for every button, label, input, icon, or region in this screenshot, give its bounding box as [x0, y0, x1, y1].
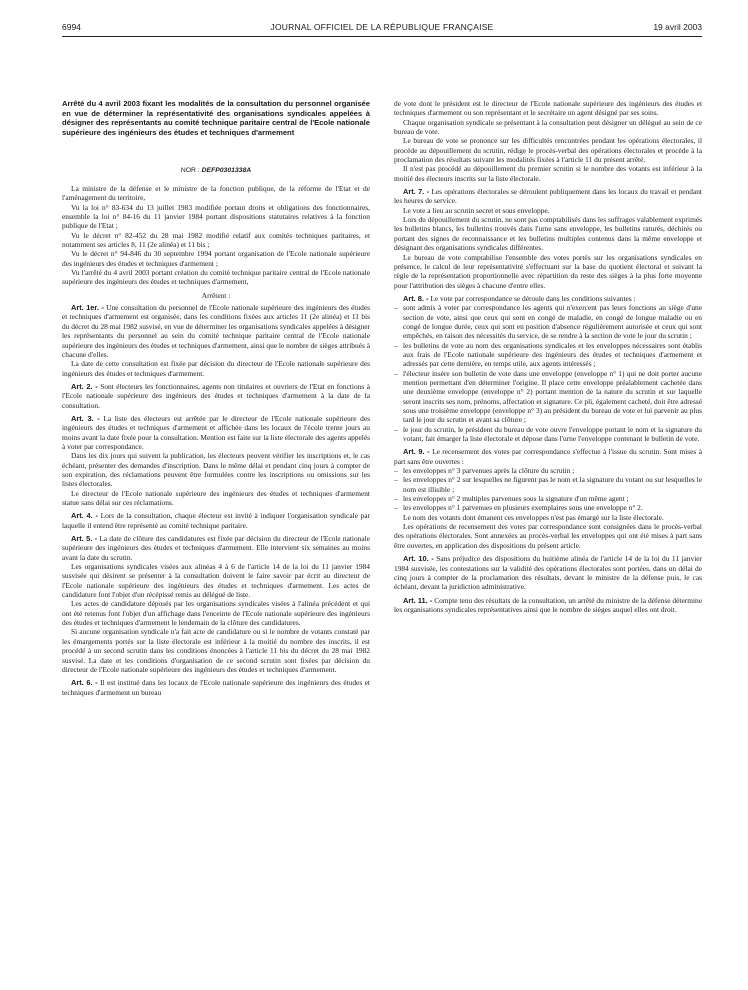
article-9 — [394, 447, 702, 466]
article-paragraph: Dans les dix jours qui suivent la publication, les électeurs peuvent vérifier les inscriptions et, le cas échéant, présenter des demandes d'inscription. Dans le même délai et pendant cinq jours à compter de son expiration, des réclamations peuvent être formulées contre les inscriptions ou omissions sur les listes électorales. — [62, 451, 370, 489]
article-2 — [62, 382, 370, 410]
article-text: Compte tenu des résultats de la consultation, un arrêté du ministre de la défense détermine les organisations syndicales représentatives ainsi que le nombre de sièges auquel elles ont droit. — [394, 595, 702, 614]
nor-reference — [62, 166, 370, 175]
article-heading: Art. 11. - — [403, 595, 433, 605]
article-8 — [394, 294, 702, 303]
article-11 — [394, 596, 702, 615]
article-paragraph: Les opérations de recensement des votes par correspondance sont consignées dans le procès-verbal des opérations électorales. Sont annexées au procès-verbal les enveloppes qui ont été mises à part sans être ouvertes, en application des dispositions du présent article. — [394, 522, 702, 550]
article-text: Il est institué dans les locaux de l'Ecole nationale supérieure des ingénieurs des études et techniques d'armement un bureau — [62, 678, 370, 697]
article-text: Le vote par correspondance se déroule dans les conditions suivantes : — [430, 293, 636, 303]
page-header — [62, 22, 702, 35]
article-7 — [394, 187, 702, 206]
article-text: Les opérations électorales se déroulent publiquement dans les locaux du travail et pendant les heures de service. — [394, 187, 702, 206]
article-paragraph: Le bureau de vote comptabilise l'ensemble des votes portés sur les organisations syndicales en présence, le calcul de leur représentativité s'effectuant sur la base du quotient électoral et suivant la règle de la représentation proportionnelle avec répartition du reste des sièges à la plus forte moyenne pour l'attribution des sièges à chacune d'entre elles. — [394, 252, 702, 290]
article-5 — [62, 534, 370, 562]
article-heading: Art. 2. - — [71, 381, 98, 391]
article-3 — [62, 414, 370, 451]
nor-label: NOR : — [180, 167, 200, 174]
article-heading: Art. 6. - — [71, 678, 98, 688]
list-item: – l'électeur insère son bulletin de vote dans une enveloppe (enveloppe n° 1) qui ne doit porter aucune mention permettant d'en déterminer l'origine. Il place cette enveloppe préalablement cachetée dans une deuxième enveloppe (enveloppe n° 2) portant mention de la nature du scrutin et sur laquelle seront inscrits ses nom, prénoms, affectation et signature. Ce pli, également cacheté, doit être adressé sous une troisième enveloppe (enveloppe n° 3) au président du bureau de vote et lui parvenir au plus tard le jour du scrutin et avant sa clôture ; — [403, 369, 702, 425]
page-number: 6994 — [62, 22, 81, 32]
preamble-paragraph: La ministre de la défense et le ministre de la fonction publique, de la réforme de l'Etat et de l'aménagement du territoire, — [62, 184, 370, 203]
article-paragraph: Le nom des votants dont émanent ces enveloppes n'est pas émargé sur la liste électorale. — [403, 512, 664, 522]
article-paragraph: Lors du dépouillement du scrutin, ne sont pas comptabilisés dans les suffrages valablement exprimés les bulletins blancs, les bulletins trouvés dans l'urne sans enveloppe, les bulletins raturés, déchirés ou portant des signes de reconnaissance et les bulletins multiples contenus dans la même enveloppe et désignant des organisations syndicales différentes. — [394, 215, 702, 253]
article-paragraph: de vote dont le président est le directeur de l'Ecole nationale supérieure des ingénieurs des études et techniques d'armement ou son représentant et le secrétaire un agent désigné par ses soins. — [394, 99, 702, 118]
article-text: Sont électeurs les fonctionnaires, agents non titulaires et ouvriers de l'Etat en fonctions à l'Ecole nationale supérieure des ingénieurs des études et techniques d'armement à la date de la consultation. — [62, 381, 370, 410]
article-paragraph: Chaque organisation syndicale se présentant à la consultation peut désigner un délégué au sein de ce bureau de vote. — [394, 117, 702, 137]
article-text: Une consultation du personnel de l'Ecole nationale supérieure des ingénieurs des études et techniques d'armement est organisée, dans les conditions fixées aux articles 11 (2e alinéa) et 11 bis du décret du 28 mai 1982 susvisé, en vue de déterminer les organisations syndicales appelées à désigner les représentants du personnel au sein du comité technique paritaire central de l'Ecole nationale supérieure des ingénieurs des études et techniques d'armement, ainsi que le nombre de sièges attribués à chacune d'elles. — [62, 303, 370, 359]
decree-title: Arrêté du 4 avril 2003 fixant les modalités de la consultation du personnel organisée en vue de déterminer la représentativité des organisations syndicales appelées à désigner des représentants au comité technique paritaire central de l'Ecole nationale supérieure des ingénieurs des études et techniques d'armement — [62, 99, 370, 137]
article-10 — [394, 554, 702, 591]
article-heading: Art. 9. - — [403, 447, 430, 457]
article-paragraph: Si aucune organisation syndicale n'a fait acte de candidature ou si le nombre de votants constaté par les émargements portés sur la liste électorale est inférieur à la moitié du nombre des inscrits, il est procédé à un second scrutin dans les conditions énoncées à l'article 11 bis du décret du 28 mai 1982 susvisé. La date et les conditions d'organisation de ce second scrutin sont fixées par décision du directeur de l'Ecole nationale supérieure des ingénieurs des études et techniques d'armement. — [62, 627, 370, 674]
article-heading: Art. 7. - — [403, 187, 430, 197]
article-heading: Art. 3. - — [71, 413, 100, 423]
preamble-paragraph: Vu le décret n° 82-452 du 28 mai 1982 modifié relatif aux comités techniques paritaires, et notamment ses articles 8, 11 (2e alinéa) et 11 bis ; — [62, 230, 370, 250]
list-item: – les enveloppes n° 3 parvenues après la clôture du scrutin ; — [403, 466, 702, 475]
article-heading: Art. 4. - — [71, 511, 98, 521]
article-4 — [62, 511, 370, 530]
article-heading: Art. 8. - — [403, 293, 429, 303]
article-9-list — [394, 466, 702, 513]
header-rule — [62, 36, 702, 37]
article-paragraph: Les actes de candidature déposés par les organisations syndicales visées à l'alinéa précédent et qui ont été retenus font l'objet d'un affichage dans l'enceinte de l'Ecole nationale supérieure des ingénieurs des études et techniques d'armement le lendemain de la clôture des candidatures. — [62, 599, 370, 628]
list-item: – les enveloppes n° 1 parvenues en plusieurs exemplaires sous une enveloppe n° 2. — [403, 503, 702, 512]
right-column — [394, 99, 702, 614]
preamble-paragraph: Vu l'arrêté du 4 avril 2003 portant création du comité technique paritaire central de l'Ecole nationale supérieure des ingénieurs des études et techniques d'armement, — [62, 268, 370, 287]
article-paragraph: Le vote a lieu au scrutin secret et sous enveloppe. — [403, 205, 550, 215]
article-paragraph: La date de cette consultation est fixée par décision du directeur de l'Ecole nationale supérieure des ingénieurs des études et techniques d'armement. — [62, 359, 370, 378]
article-1 — [62, 303, 370, 359]
preamble-paragraph: Vu le décret n° 94-846 du 30 septembre 1994 portant organisation de l'Ecole nationale supérieure des ingénieurs des études et techniques d'armement ; — [62, 249, 370, 268]
left-column — [62, 184, 370, 697]
article-text: La liste des électeurs est arrêtée par le directeur de l'Ecole nationale supérieure des ingénieurs des études et techniques d'armement et affichée dans les locaux de l'école trente jours au moins avant la date fixée pour la consultation. Mention est faite sur la liste électorale des agents appelés à voter par correspondance. — [62, 413, 370, 451]
article-heading: Art. 1er. - — [71, 303, 104, 313]
list-item: – le jour du scrutin, le président du bureau de vote ouvre l'enveloppe portant le nom et la signature du votant, fait émarger la liste électorale et dépose dans l'urne l'enveloppe contenant le bulletin de vote. — [403, 425, 702, 444]
preamble-paragraph: Vu la loi n° 83-634 du 13 juillet 1983 modifiée portant droits et obligations des fonctionnaires, ensemble la loi n° 84-16 du 11 janvier 1984 portant dispositions statutaires relatives à la fonction publique de l'Etat ; — [62, 202, 370, 231]
article-6 — [62, 678, 370, 697]
article-text: Lors de la consultation, chaque électeur est invité à indiquer l'organisation syndicale par laquelle il entend être représenté au comité technique paritaire. — [62, 511, 370, 530]
list-item: – sont admis à voter par correspondance les agents qui n'exercent pas leurs fonctions au siège d'une section de vote, ainsi que ceux qui sont en congé de maladie, en congé de longue maladie ou en congé de longue durée, ceux qui sont en position d'absence régulièrement autorisée et ceux qui sont empêchés, en raison des nécessités du service, de se rendre à la section de vote le jour du scrutin ; — [403, 303, 702, 340]
article-heading: Art. 10. - — [403, 554, 434, 564]
article-paragraph: Il n'est pas procédé au dépouillement du premier scrutin si le nombre des votants est inférieur à la moitié des électeurs inscrits sur la liste électorale. — [394, 164, 702, 183]
journal-title: JOURNAL OFFICIEL DE LA RÉPUBLIQUE FRANÇAISE — [270, 22, 494, 32]
article-paragraph: Le directeur de l'Ecole nationale supérieure des ingénieurs des études et techniques d'armement statue sans délai sur ces réclamations. — [62, 488, 370, 507]
article-text: Sans préjudice des dispositions du huitième alinéa de l'article 14 de la loi du 11 janvier 1984 susvisée, les contestations sur la validité des opérations électorales sont portées, dans un délai de cinq jours à compter de la proclamation des résultats, devant le ministre de la défense puis, le cas échéant, devant la juridiction administrative. — [394, 554, 702, 592]
list-item: – les bulletins de vote au nom des organisations syndicales et les enveloppes nécessaires sont établis aux frais de l'Ecole nationale supérieure des ingénieurs des études et techniques d'armement et adressés par cette dernière, en temps utile, aux agents intéressés ; — [403, 341, 702, 369]
article-text: La date de clôture des candidatures est fixée par décision du directeur de l'Ecole nationale supérieure des ingénieurs des études et techniques d'armement. Elle intervient six semaines au moins avant la date du scrutin. — [62, 534, 370, 562]
article-paragraph: Le bureau de vote se prononce sur les difficultés rencontrées pendant les opérations électorales, il procède au dépouillement du scrutin, rédige le procès-verbal des opérations électorales et procède à la proclamation des résultats suivant les modalités fixées à l'article 11 du présent arrêté. — [394, 136, 702, 165]
article-paragraph: Les organisations syndicales visées aux alinéas 4 à 6 de l'article 14 de la loi du 11 janvier 1984 susvisée qui désirent se présenter à la consultation doivent le faire savoir par écrit au directeur de l'Ecole nationale supérieure des ingénieurs des études et techniques d'armement. Les actes de candidature font l'objet d'un récépissé remis au délégué de liste. — [62, 562, 370, 600]
list-item: – les enveloppes n° 2 multiples parvenues sous la signature d'un même agent ; — [403, 494, 702, 503]
nor-value: DEFP0301338A — [201, 167, 252, 174]
issue-date: 19 avril 2003 — [653, 22, 702, 32]
article-8-list — [394, 303, 702, 443]
article-text: Le recensement des votes par correspondance s'effectue à l'issue du scrutin. Sont mises à part sans être ouvertes : — [394, 447, 702, 466]
arretent-heading: Arrêtent : — [201, 290, 231, 300]
list-item: – les enveloppes n° 2 sur lesquelles ne figurent pas le nom et la signature du votant ou sur lesquelles le nom est illisible ; — [403, 475, 702, 494]
article-heading: Art. 5. - — [71, 534, 98, 544]
